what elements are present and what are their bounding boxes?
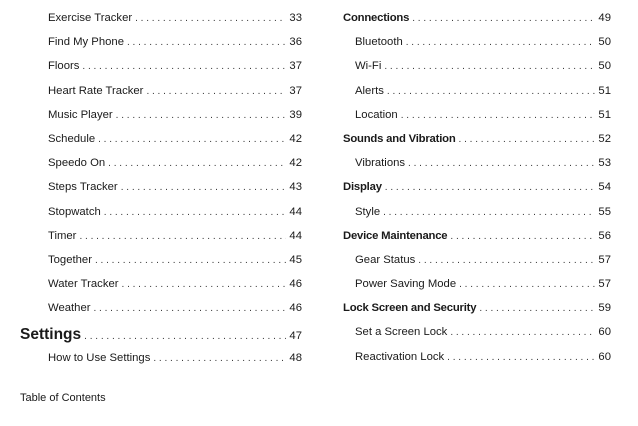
toc-entry-label: Water Tracker [48,278,119,291]
toc-entry[interactable] [343,157,611,181]
toc-entry-label: Style [355,205,381,218]
toc-entry[interactable] [20,109,302,133]
toc-entry-page-number: 60 [598,350,611,363]
toc-entry[interactable] [20,60,302,84]
toc-entry-page-number: 37 [289,84,302,97]
dot-leader [84,331,286,342]
toc-entry[interactable] [20,230,302,254]
toc-entry-label: How to Use Settings [48,352,151,365]
toc-entry-label: Reactivation Lock [355,350,445,363]
toc-entry-label: Set a Screen Lock [355,326,448,339]
toc-entry-label: Music Player [48,108,113,121]
dot-leader [108,158,286,169]
dot-leader [459,134,596,145]
toc-entry-page-number: 56 [598,229,611,242]
toc-entry-page-number: 37 [289,60,302,73]
dot-leader [412,13,595,24]
dot-leader [447,352,595,363]
dot-leader [450,231,595,242]
dot-leader [387,86,596,97]
toc-entry[interactable] [343,109,611,133]
toc-entry-page-number: 42 [289,157,302,170]
toc-entry[interactable] [343,254,611,278]
dot-leader [82,61,286,72]
toc-entry[interactable] [343,12,611,36]
toc-entry-label: Wi-Fi [355,60,382,73]
toc-entry[interactable] [20,206,302,230]
dot-leader [122,279,287,290]
toc-entry[interactable] [20,302,302,326]
toc-entry-page-number: 45 [289,253,302,266]
dot-leader [383,207,595,218]
dot-leader [153,353,286,364]
dot-leader [479,303,595,314]
dot-leader [94,303,287,314]
toc-entry[interactable] [343,60,611,84]
toc-entry-label: Timer [48,229,77,242]
dot-leader [104,207,287,218]
toc-entry-page-number: 48 [289,352,302,365]
dot-leader [98,134,286,145]
toc-entry-page-number: 33 [289,12,302,24]
dot-leader [116,110,287,121]
toc-entry-page-number: 59 [598,302,611,315]
toc-entry[interactable] [20,352,302,376]
toc-entry[interactable] [20,85,302,109]
dot-leader [406,37,596,48]
toc-entry[interactable] [343,278,611,302]
toc-entry-label: Location [355,108,398,121]
dot-leader [95,255,286,266]
toc-entry-label: Display [343,181,382,194]
dot-leader [408,158,595,169]
toc-entry-label: Lock Screen and Security [343,302,477,315]
toc-entry-page-number: 52 [598,132,611,145]
toc-entry-page-number: 46 [289,278,302,291]
dot-leader [418,255,595,266]
toc-entry-label: Bluetooth [355,36,403,49]
toc-entry-label: Power Saving Mode [355,278,457,291]
toc-entry[interactable] [20,133,302,157]
toc-entry-label: Floors [48,60,80,73]
dot-leader [79,231,286,242]
toc-entry-label: Device Maintenance [343,229,448,242]
toc-entry-page-number: 57 [598,253,611,266]
toc-entry[interactable] [343,302,611,326]
toc-entry[interactable] [343,181,611,205]
toc-entry[interactable] [20,12,302,36]
toc-entry-label: Heart Rate Tracker [48,84,144,97]
dot-leader [450,327,595,338]
toc-entry-page-number: 44 [289,229,302,242]
toc-entry-page-number: 55 [598,205,611,218]
dot-leader [146,86,286,97]
page-footer: Table of Contents [20,392,106,404]
toc-right-column [343,12,611,375]
toc-entry-page-number: 47 [289,330,302,343]
toc-entry-label: Gear Status [355,253,416,266]
toc-entry-label: Schedule [48,132,96,145]
toc-entry[interactable] [343,351,611,375]
toc-entry[interactable] [20,181,302,205]
toc-entry[interactable] [20,157,302,181]
toc-entry[interactable] [343,206,611,230]
toc-entry-label: Exercise Tracker [48,12,133,24]
toc-entry-page-number: 53 [598,157,611,170]
toc-entry-page-number: 50 [598,60,611,73]
dot-leader [135,13,286,24]
dot-leader [401,110,596,121]
toc-entry-label: Alerts [355,84,384,97]
toc-entry[interactable] [343,326,611,350]
toc-entry[interactable] [343,85,611,109]
toc-entry-label: Steps Tracker [48,181,118,194]
toc-entry-page-number: 51 [598,108,611,121]
toc-entry-label: Connections [343,12,410,24]
toc-entry-page-number: 42 [289,132,302,145]
toc-entry-page-number: 36 [289,36,302,49]
toc-entry-page-number: 49 [598,12,611,24]
dot-leader [459,279,595,290]
toc-entry[interactable] [20,278,302,302]
dot-leader [121,182,287,193]
toc-entry-page-number: 46 [289,302,302,315]
dot-leader [384,61,595,72]
toc-entry[interactable] [20,36,302,60]
toc-entry-label: Settings [20,326,82,344]
toc-entry-label: Vibrations [355,157,406,170]
toc-entry-page-number: 39 [289,108,302,121]
toc-entry-page-number: 51 [598,84,611,97]
toc-entry-page-number: 50 [598,36,611,49]
toc-entry-label: Speedo On [48,157,106,170]
toc-entry[interactable] [20,326,302,352]
toc-entry-label: Together [48,253,92,266]
toc-entry-label: Stopwatch [48,205,101,218]
toc-entry[interactable] [20,254,302,278]
toc-entry[interactable] [343,36,611,60]
toc-entry-page-number: 54 [598,181,611,194]
toc-entry[interactable] [343,230,611,254]
toc-entry[interactable] [343,133,611,157]
dot-leader [385,182,596,193]
toc-entry-label: Sounds and Vibration [343,132,456,145]
toc-entry-label: Find My Phone [48,36,124,49]
toc-entry-page-number: 57 [598,278,611,291]
toc-entry-page-number: 60 [598,326,611,339]
toc-entry-page-number: 44 [289,205,302,218]
dot-leader [127,37,286,48]
toc-entry-label: Weather [48,302,91,315]
toc-entry-page-number: 43 [289,181,302,194]
toc-left-column [20,12,302,377]
